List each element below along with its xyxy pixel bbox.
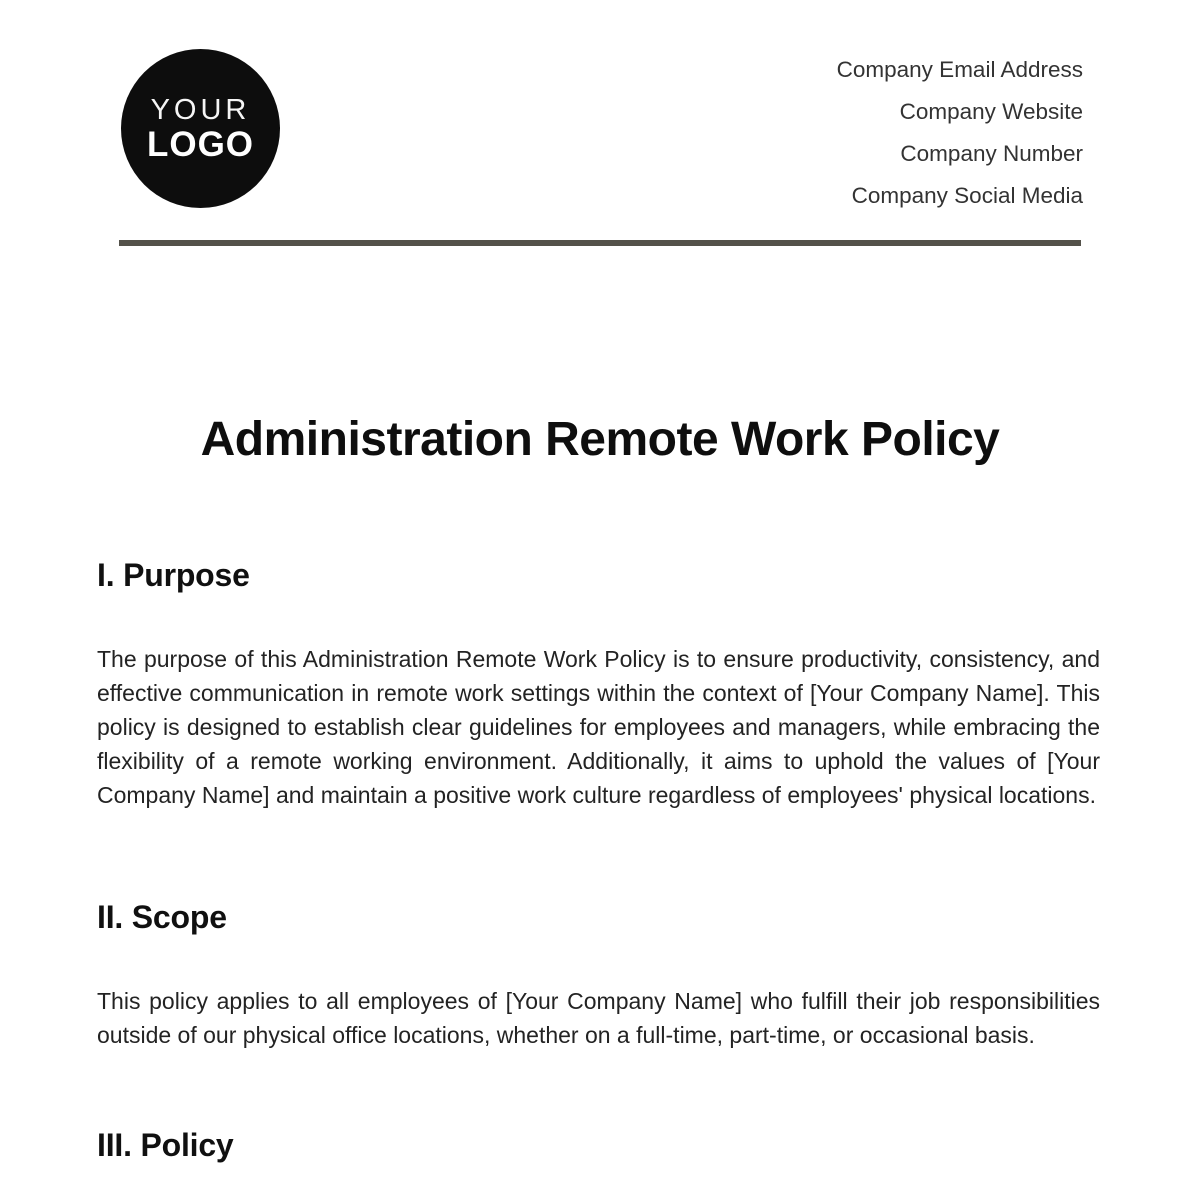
company-website-line: Company Website: [899, 99, 1083, 124]
logo-text-logo: LOGO: [146, 125, 255, 164]
section-heading-policy: III. Policy: [97, 1127, 234, 1163]
header-divider-rule: [119, 240, 1081, 246]
section-heading-purpose: I. Purpose: [97, 557, 250, 593]
logo-text-your: YOUR: [150, 94, 251, 126]
document-title: Administration Remote Work Policy: [200, 413, 1000, 466]
company-email-line: Company Email Address: [836, 57, 1083, 82]
company-contact-block: [837, 49, 1083, 217]
company-number-line: Company Number: [900, 141, 1083, 166]
section-body-scope: This policy applies to all employees of [Your Company Name] who fulfill their job responsibilities outside of our physical office locations, whether on a full-time, part-time, or occasional basis.: [97, 988, 1100, 1048]
section-body-purpose: The purpose of this Administration Remote Work Policy is to ensure productivity, consistency, and effective communication in remote work settings within the context of [Your Company Name]. This policy is designed to establish clear guidelines for employees and managers, while embracing the flexibility of a remote working environment. Additionally, it aims to uphold the values of [Your Company Name] and maintain a positive work culture regardless of employees' physical locations.: [97, 646, 1100, 808]
company-logo: [121, 49, 280, 208]
section-heading-scope: II. Scope: [97, 899, 227, 935]
company-social-media-line: Company Social Media: [851, 183, 1083, 208]
